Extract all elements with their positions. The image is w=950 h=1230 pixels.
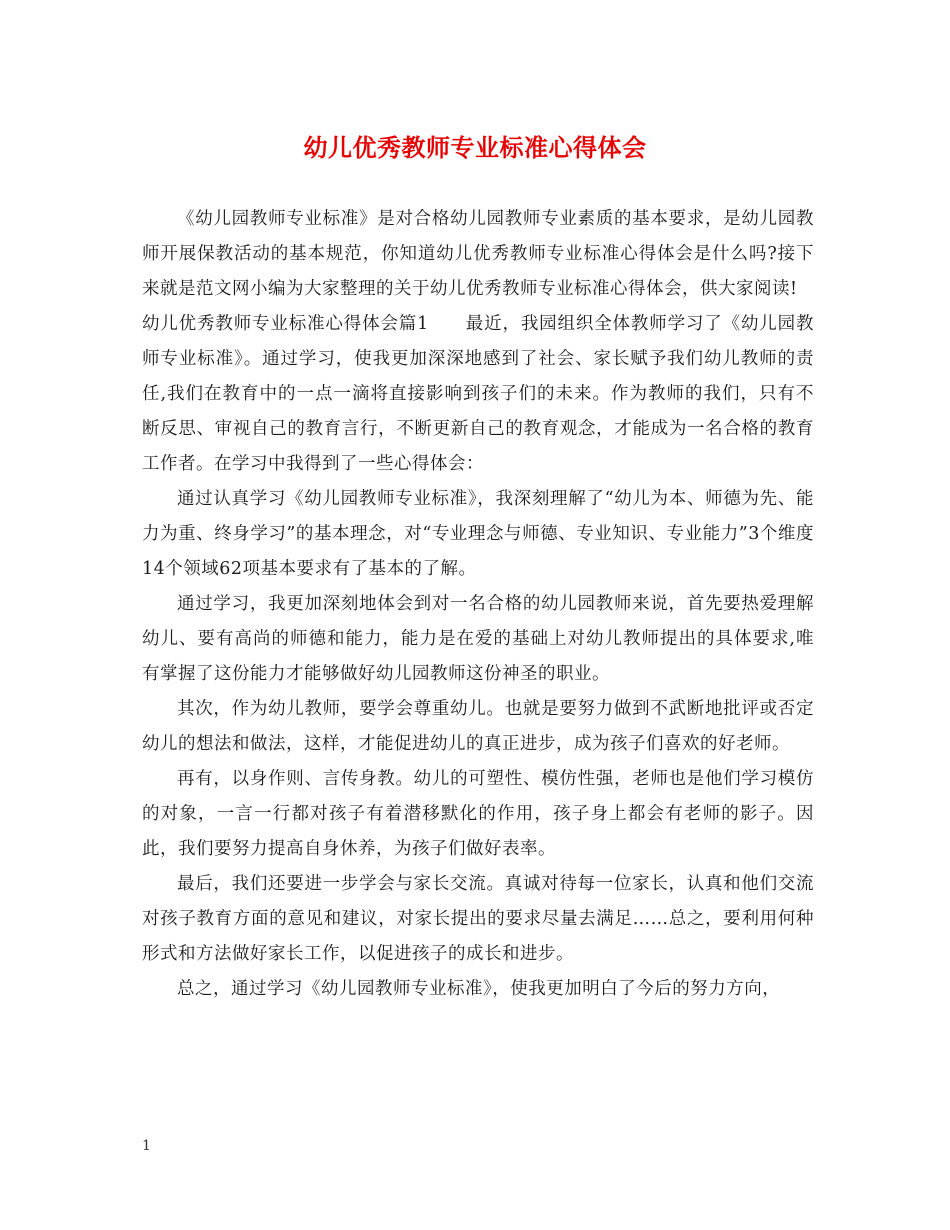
body-paragraph-3: 其次，作为幼儿教师，要学会尊重幼儿。也就是要努力做到不武断地批评或否定幼儿的想法和做法，这样，才能促进幼儿的真正进步，成为孩子们喜欢的好老师。 xyxy=(142,699,814,754)
body-paragraph-6: 总之，通过学习《幼儿园教师专业标准》，使我更加明白了今后的努力方向， xyxy=(177,979,781,999)
body-paragraph-5: 最后，我们还要进一步学会与家长交流。真诚对待每一位家长，认真和他们交流对孩子教育方面的意见和建议，对家长提出的要求尽量去满足……总之，要利用何种形式和方法做好家长工作，以促进孩子的成长和进步。 xyxy=(142,874,814,964)
section-1-paragraph: 幼儿优秀教师专业标准心得体会篇1 最近，我园组织全体教师学习了《幼儿园教师专业标准》。通过学习，使我更加深深地感到了社会、家长赋予我们幼儿教师的责任,我们在教育中的一点一滴将直接影响到孩子们的未来。作为教师的我们，只有不断反思、审视自己的教育言行，不断更新自己的教育观念，才能成为一名合格的教育工作者。在学习中我得到了一些心得体会： xyxy=(142,314,814,474)
page-number: 1 xyxy=(142,1138,151,1154)
intro-paragraph: 《幼儿园教师专业标准》是对合格幼儿园教师专业素质的基本要求，是幼儿园教师开展保教活动的基本规范，你知道幼儿优秀教师专业标准心得体会是什么吗?接下来就是范文网小编为大家整理的关于幼儿优秀教师专业标准心得体会，供大家阅读! xyxy=(142,209,814,299)
document-title: 幼儿优秀教师专业标准心得体会 xyxy=(303,134,647,162)
body-paragraph-4: 再有，以身作则、言传身教。幼儿的可塑性、模仿性强，老师也是他们学习模仿的对象，一言一行都对孩子有着潜移默化的作用，孩子身上都会有老师的影子。因此，我们要努力提高自身休养，为孩子们做好表率。 xyxy=(142,769,814,859)
body-paragraph-2: 通过学习，我更加深刻地体会到对一名合格的幼儿园教师来说，首先要热爱理解幼儿、要有高尚的师德和能力，能力是在爱的基础上对幼儿教师提出的具体要求,唯有掌握了这份能力才能够做好幼儿园教师这份神圣的职业。 xyxy=(142,594,814,684)
body-paragraph-1: 通过认真学习《幼儿园教师专业标准》，我深刻理解了“幼儿为本、师德为先、能力为重、终身学习”的基本理念，对“专业理念与师德、专业知识、专业能力”3个维度14个领域62项基本要求有了基本的了解。 xyxy=(142,489,814,579)
document-body xyxy=(142,202,814,1007)
